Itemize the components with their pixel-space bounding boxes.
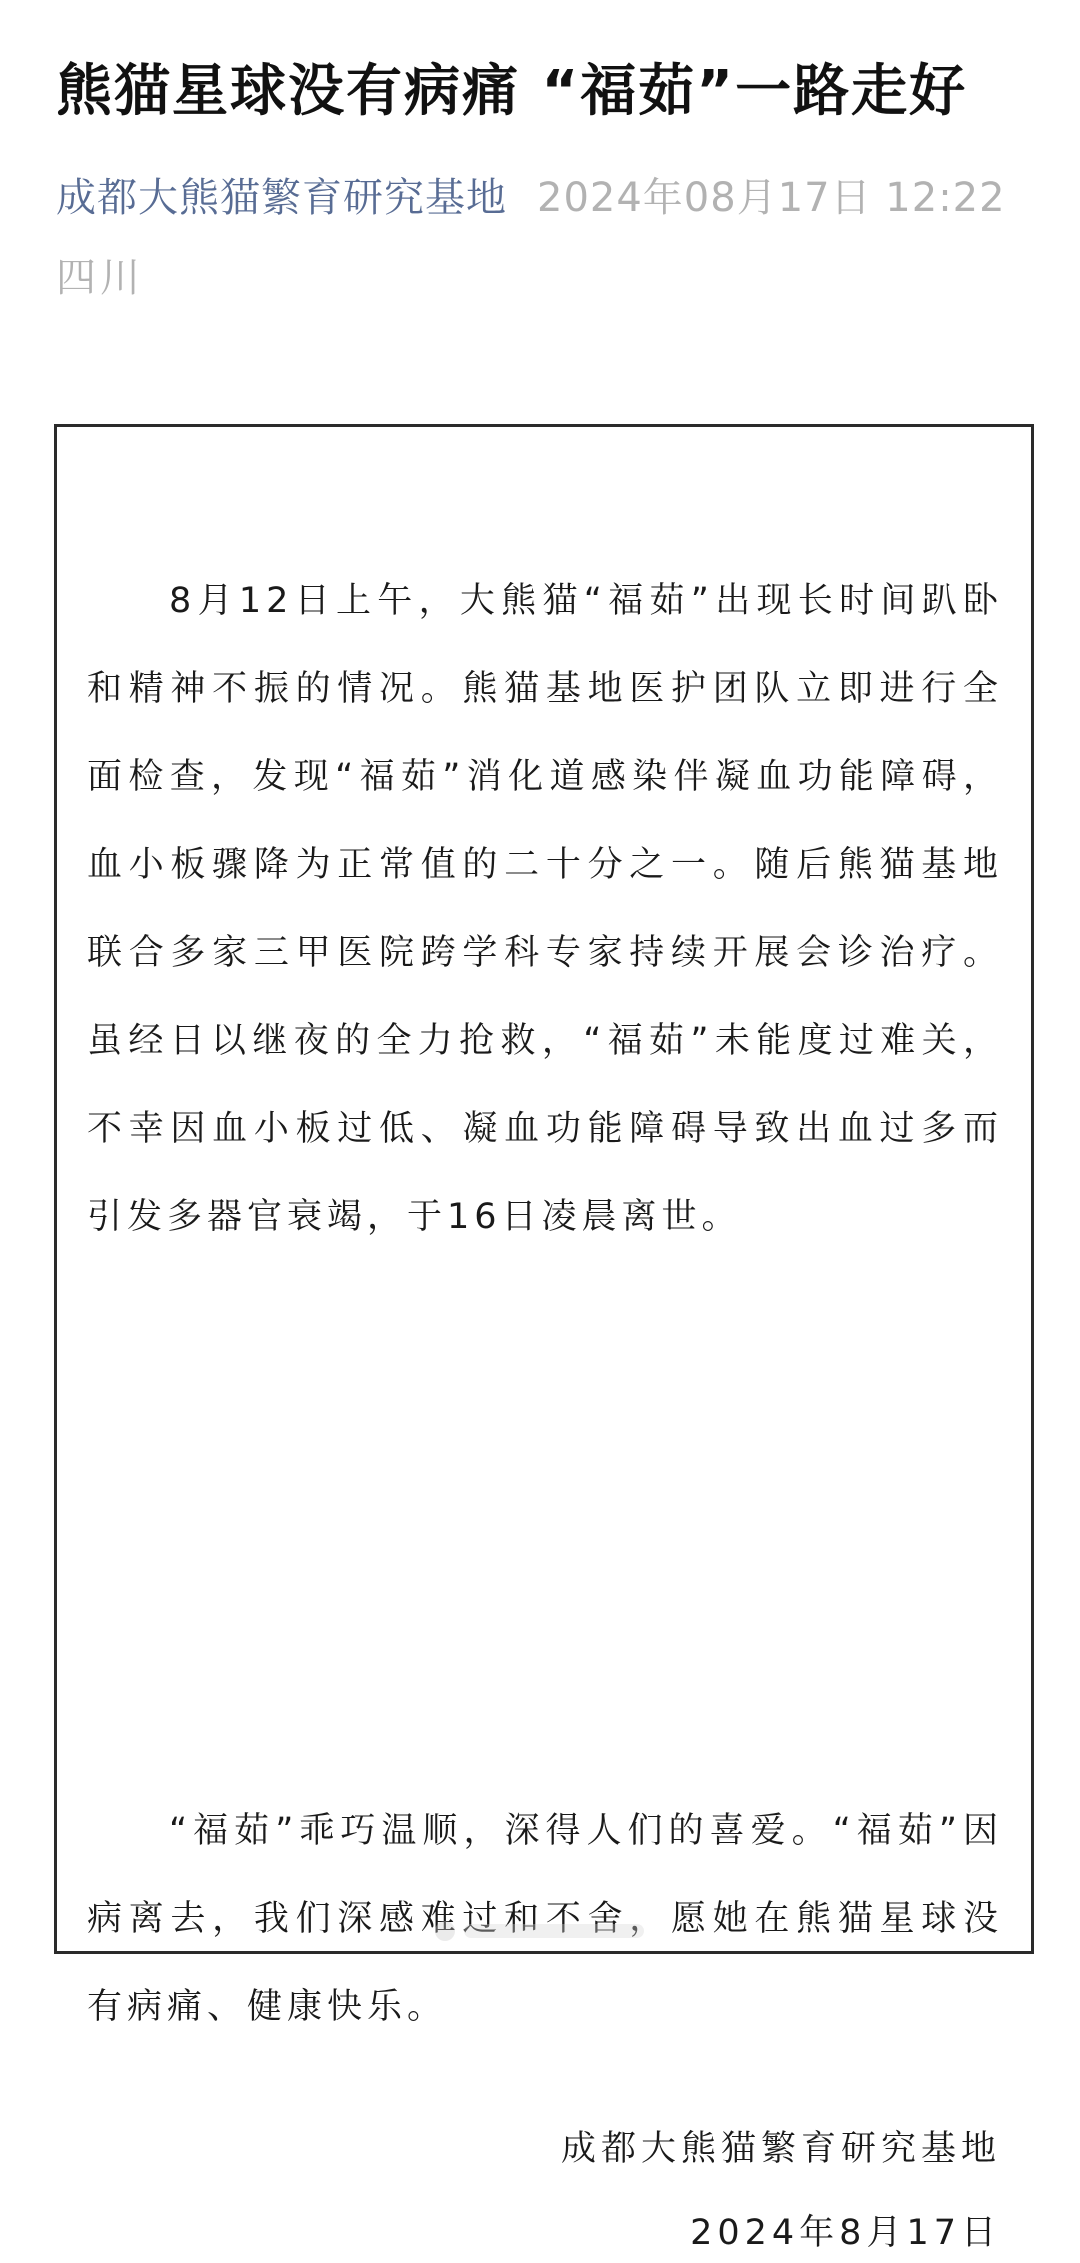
notice-image	[54, 424, 1034, 2253]
notice-paragraph-1: 8月12日上午，大熊猫“福茹”出现长时间趴卧和精神不振的情况。熊猫基地医护团队立即进行全面检查，发现“福茹”消化道感染伴凝血功能障碍，血小板骤降为正常值的二十分之一。随后熊猫基地联合多家三甲医院跨学科专家持续开展会诊治疗。虽经日以继夜的全力抢救，“福茹”未能度过难关，不幸因血小板过低、凝血功能障碍导致出血过多而引发多器官衰竭，于16日凌晨离世。	[87, 581, 1003, 1237]
notice-date: 2024年8月17日	[690, 2213, 1001, 2253]
article-title: 熊猫星球没有病痛 “福茹”一路走好	[56, 59, 968, 124]
notice-signature: 成都大熊猫繁育研究基地	[560, 2129, 1001, 2169]
source-account-link[interactable]: 成都大熊猫繁育研究基地	[56, 175, 507, 221]
article-meta	[56, 168, 1006, 228]
location-tag: 四川	[56, 255, 144, 301]
notice-paragraph-2: “福茹”乖巧温顺，深得人们的喜爱。“福茹”因病离去，我们深感难过和不舍，愿她在熊猫星球没有病痛、健康快乐。	[87, 1811, 1003, 2027]
publish-time: 2024年08月17日 12:22	[537, 175, 1006, 221]
watermark-icon	[430, 1916, 650, 1946]
